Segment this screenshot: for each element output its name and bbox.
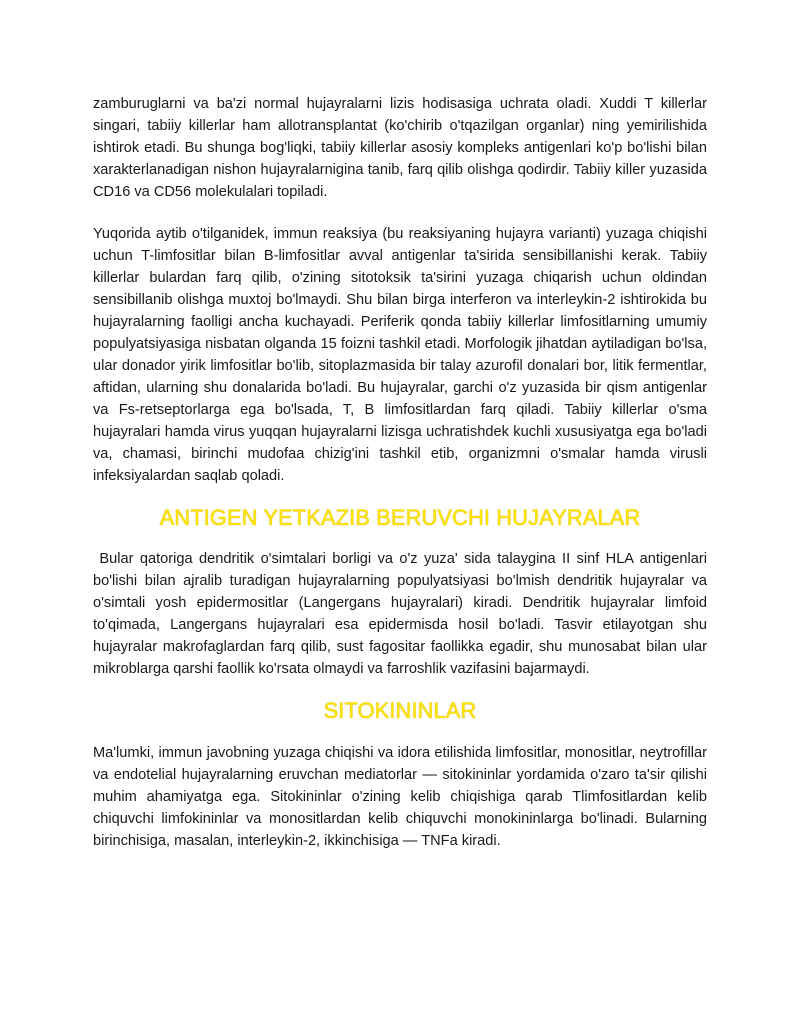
document-page	[93, 93, 707, 852]
paragraph-natural-killers-intro: zamburuglarni va ba'zi normal hujayralarni lizis hodisasiga uchrata oladi. Xuddi T killerlar singari, tabiiy killerlar ham allotransplantat (ko'chirib o'tqazilgan organlar) ning yemirilishida ishtirok etadi. Bu shunga bog'liqki, tabiiy killerlar asosiy kompleks antigenlari ko'p bo'lishi bilan xarakterlanadigan nishon hujayralarnigina tanib, farq qilib olishga qodirdir. Tabiiy killer yuzasida CD16 va CD56 molekulalari topiladi.	[93, 96, 707, 200]
paragraph-antigen-presenting-cells-text: Bular qatoriga dendritik o'simtalari borligi va o'z yuza' sida talaygina II sinf HLA antigenlari bo'lishi bilan ajralib turadigan hujayralarning populyatsiyasi bo'lmish dendritik hujayralar va o'simtali yosh epidermositlar (Langergans hujayralari) kiradi. Dendritik hujayralar limfoid to'qimada, Langergans hujayralari esa epidermisda hosil bo'ladi. Tasvir etilayotgan shu hujayralar makrofaglardan farq qilib, sust fagositar faollikka egadir, shu munosabat bilan ular mikroblarga qarshi faollik ko'rsata olmaydi va farroshlik vazifasini bajarmaydi.	[93, 551, 707, 677]
paragraph-natural-killers-details: Yuqorida aytib o'tilganidek, immun reaksiya (bu reaksiyaning hujayra varianti) yuzaga chiqishi uchun T-limfositlar bilan B-limfositlar avval antigenlar ta'sirida sensibillanishi kerak. Tabiiy killerlar bulardan farq qilib, o'zining sitotoksik ta'sirini yuzaga chiqarish uchun oldindan sensibillanib olishga muxtoj bo'lmaydi. Shu bilan birga interferon va interleykin-2 ishtirokida bu hujayralarning faolligi ancha kuchayadi. Periferik qonda tabiiy killerlar limfositlarning umumiy populyatsiyasiga nisbatan olganda 15 foizni tashkil etadi. Morfologik jihatdan aytiladigan bo'lsa, ular donador yirik limfositlar bo'lib, sitoplazmasida bir talay azurofil donalari bor, litik fermentlar, aftidan, ularning shu donalarida bo'ladi. Bu hujayralar, garchi o'z yuzasida bir qism antigenlar va Fs-retseptorlarga ega bo'lsada, T, B limfositlardan farq qiladi. Tabiiy killerlar o'sma hujayralari hamda virus yuqqan hujayralarni lizisga uchratishdek kuchli xususiyatga ega bo'ladi va, chamasi, birinchi mudofaa chizig'ini tashkil etib, organizmni o'smalar hamda virusli infeksiyalardan saqlab qoladi.	[93, 226, 707, 484]
paragraph-cytokines: Ma'lumki, immun javobning yuzaga chiqishi va idora etilishida limfositlar, monositlar, neytrofillar va endotelial hujayralarning eruvchan mediatorlar — sitokininlar yordamida o'zaro ta'sir qilishi muhim ahamiyatga ega. Sitokininlar o'zining kelib chiqishiga qarab Tlimfositlardan kelib chiquvchi limfokininlar va monositlardan kelib chiquvchi monokininlarga bo'linadi. Bularning birinchisiga, masalan, interleykin-2, ikkinchisiga — TNFa kiradi.	[93, 745, 707, 849]
section-heading-cytokines: SITOKININLAR	[323, 698, 477, 723]
paragraph-antigen-presenting-cells	[93, 548, 707, 680]
section-heading-antigen-presenting-cells: ANTIGEN YETKAZIB BERUVCHI HUJAYRALAR	[159, 505, 641, 530]
